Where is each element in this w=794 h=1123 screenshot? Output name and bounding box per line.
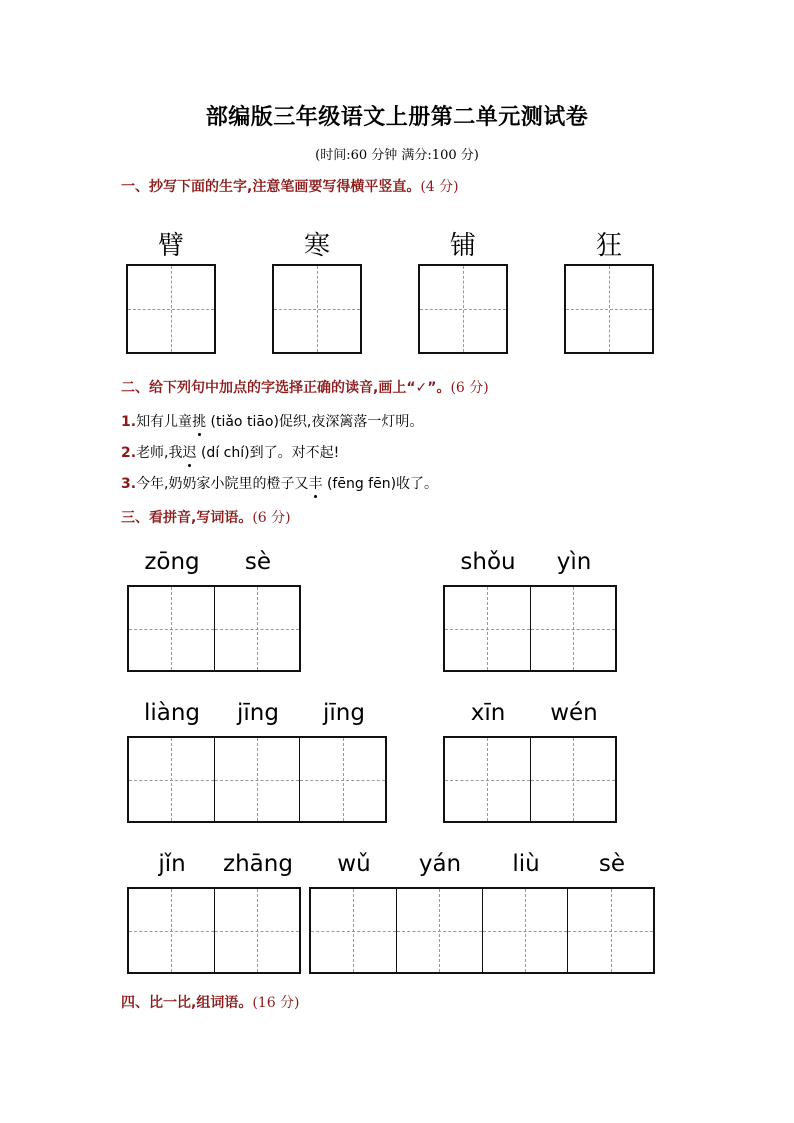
pinyin-label: liù	[512, 851, 540, 877]
pinyin-label: sè	[244, 549, 272, 575]
section-4-heading	[121, 992, 300, 1012]
writing-grid-3[interactable]	[418, 264, 508, 354]
pinyin-label: liàng	[143, 700, 201, 726]
section-1-points: (4 分)	[420, 179, 459, 195]
answer-grid-2[interactable]	[443, 585, 617, 672]
section-2-points: (6 分)	[450, 380, 489, 396]
page-title: 部编版三年级语文上册第二单元测试卷	[205, 105, 589, 130]
pinyin-label: yìn	[556, 549, 592, 575]
dotted-char: 挑	[192, 411, 206, 431]
grid-cell[interactable]	[129, 889, 214, 972]
section-4-title: 四、比一比,组词语。	[121, 995, 253, 1011]
answer-grid-1[interactable]	[127, 585, 301, 672]
pinyin-label: jīng	[323, 700, 365, 726]
section-1-title: 一、抄写下面的生字,注意笔画要写得横平竖直。	[121, 179, 421, 195]
section-3-title: 三、看拼音,写词语。	[121, 510, 253, 526]
grid-cell[interactable]	[129, 738, 214, 821]
pinyin-label: shǒu	[460, 549, 516, 575]
grid-cell[interactable]	[214, 889, 300, 972]
grid-cell[interactable]	[214, 587, 300, 670]
pinyin-label: wén	[550, 700, 598, 726]
copy-char-1: 臂	[157, 231, 184, 261]
pinyin-label: yán	[418, 851, 462, 877]
answer-grid-4[interactable]	[443, 736, 617, 823]
copy-char-3: 铺	[449, 231, 476, 261]
grid-cell[interactable]	[530, 587, 616, 670]
pinyin-label: xīn	[470, 700, 506, 726]
emphasis-dot	[314, 495, 317, 498]
emphasis-dot	[188, 464, 191, 467]
section-4-points: (16 分)	[252, 995, 300, 1011]
grid-cell[interactable]	[129, 587, 214, 670]
question-2-1[interactable]: 1.知有儿童挑 (tiǎo tiāo)促织,夜深篱落一灯明。	[121, 411, 423, 431]
copy-char-4: 狂	[595, 231, 622, 261]
grid-cell[interactable]	[445, 738, 530, 821]
writing-grid-1[interactable]	[126, 264, 216, 354]
grid-cell[interactable]	[482, 889, 568, 972]
pinyin-label: zhāng	[223, 851, 293, 877]
answer-grid-3[interactable]	[127, 736, 387, 823]
pinyin-label: sè	[598, 851, 626, 877]
question-2-2[interactable]: 2.老师,我迟 (dí chí)到了。对不起!	[121, 442, 339, 462]
section-3-points: (6 分)	[252, 510, 291, 526]
grid-cell[interactable]	[299, 738, 385, 821]
exam-info: (时间:60 分钟 满分:100 分)	[315, 148, 479, 163]
section-2-heading	[121, 377, 489, 397]
section-1-heading	[121, 176, 459, 196]
dotted-char: 丰	[309, 473, 323, 493]
pinyin-label: jǐn	[158, 851, 186, 877]
dotted-char: 迟	[183, 442, 197, 462]
answer-grid-6[interactable]	[309, 887, 655, 974]
writing-grid-4[interactable]	[564, 264, 654, 354]
emphasis-dot	[198, 433, 201, 436]
writing-grid-2[interactable]	[272, 264, 362, 354]
question-2-3[interactable]: 3.今年,奶奶家小院里的橙子又丰 (fēng fēn)收了。	[121, 473, 438, 493]
grid-cell[interactable]	[396, 889, 482, 972]
question-number: 3.	[121, 476, 137, 492]
copy-char-2: 寒	[303, 231, 330, 261]
grid-cell[interactable]	[311, 889, 396, 972]
question-number: 1.	[121, 414, 137, 430]
pinyin-label: zōng	[144, 549, 200, 575]
answer-grid-5[interactable]	[127, 887, 301, 974]
grid-cell[interactable]	[445, 587, 530, 670]
pinyin-label: wǔ	[337, 851, 371, 877]
question-number: 2.	[121, 445, 137, 461]
section-3-heading	[121, 507, 291, 527]
pinyin-label: jīng	[237, 700, 279, 726]
section-2-title: 二、给下列句中加点的字选择正确的读音,画上“✓”。	[121, 380, 451, 396]
grid-cell[interactable]	[530, 738, 616, 821]
grid-cell[interactable]	[214, 738, 300, 821]
grid-cell[interactable]	[567, 889, 653, 972]
